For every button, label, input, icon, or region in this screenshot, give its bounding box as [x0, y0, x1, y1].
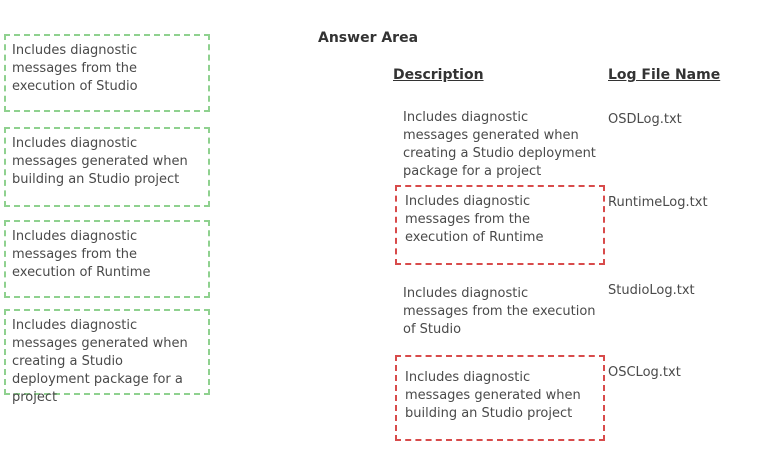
log-file-name: StudioLog.txt: [608, 283, 695, 298]
source-item-deployment-package[interactable]: [4, 309, 210, 405]
answer-row-description[interactable]: [395, 109, 605, 184]
source-item-build-project[interactable]: [4, 127, 210, 207]
source-item-studio-execution[interactable]: [4, 34, 210, 112]
source-item-label: Includes diagnostic messages from the execution of Studio: [12, 43, 138, 94]
source-item-label: Includes diagnostic messages generated when creating a Studio deployment package for a project: [12, 318, 188, 405]
log-file-column-header: Log File Name: [608, 67, 721, 83]
description-text: Includes diagnostic messages from the execution of Studio: [403, 286, 596, 337]
description-text: Includes diagnostic messages generated when creating a Studio deployment package for a project: [403, 110, 596, 179]
description-text: Includes diagnostic messages from the execution of Runtime: [405, 194, 544, 245]
answer-row-description[interactable]: [395, 285, 605, 335]
log-file-name: OSCLog.txt: [608, 365, 681, 380]
answer-area-title: Answer Area: [318, 30, 419, 46]
description-text: Includes diagnostic messages generated when building an Studio project: [405, 370, 581, 421]
answer-drop-target[interactable]: [395, 355, 605, 441]
answer-drop-target[interactable]: [395, 185, 605, 265]
description-column-header: Description: [393, 67, 484, 83]
source-item-label: Includes diagnostic messages from the execution of Runtime: [12, 229, 151, 280]
log-file-name: RuntimeLog.txt: [608, 195, 708, 210]
log-file-name: OSDLog.txt: [608, 112, 682, 127]
source-item-runtime-execution[interactable]: [4, 220, 210, 298]
source-item-label: Includes diagnostic messages generated when building an Studio project: [12, 136, 188, 187]
